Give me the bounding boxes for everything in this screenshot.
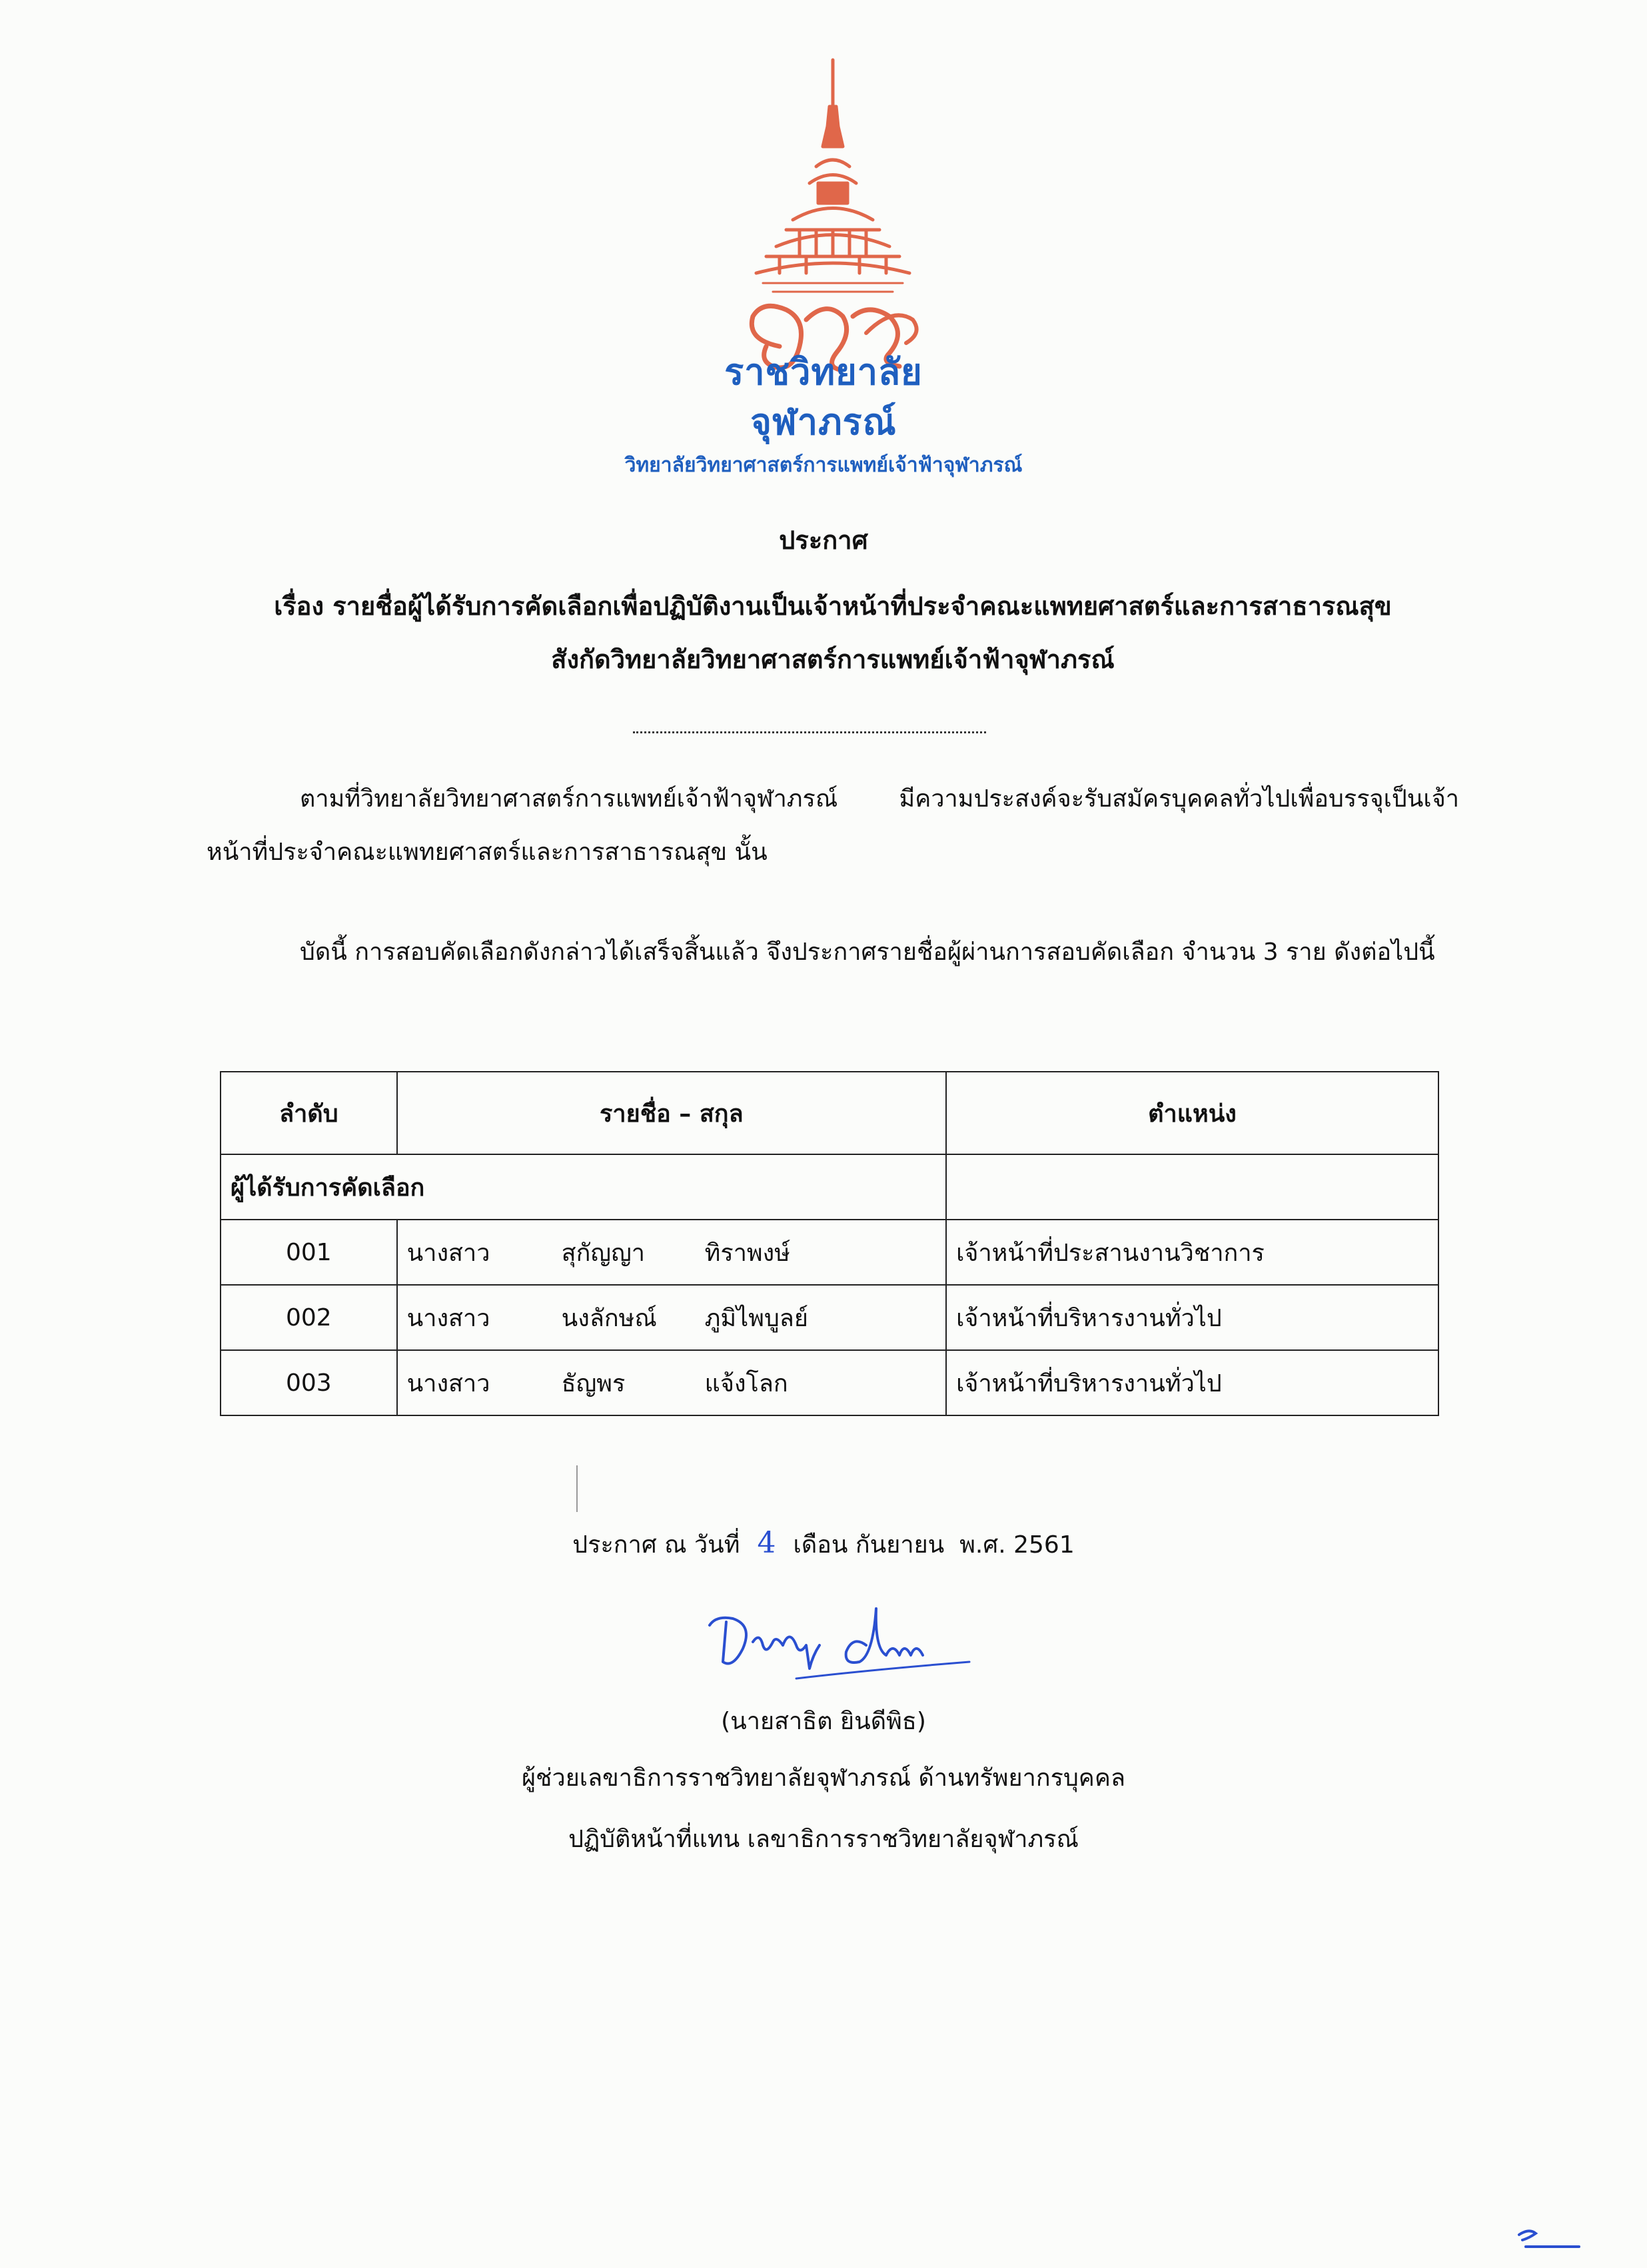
header-no: ลำดับ	[221, 1072, 397, 1154]
row-no: 001	[221, 1220, 397, 1285]
section-empty-cell	[946, 1154, 1438, 1220]
row-name	[397, 1350, 946, 1415]
row-position: เจ้าหน้าที่ประสานงานวิชาการ	[946, 1220, 1438, 1285]
row-no: 003	[221, 1350, 397, 1415]
announcement-heading: ประกาศ	[779, 526, 868, 555]
last-name: แจ้งโลก	[704, 1369, 788, 1397]
name-title: นางสาว	[406, 1304, 490, 1332]
org-name-line2: จุฬาภรณ์	[750, 401, 897, 443]
header-name: รายชื่อ – สกุล	[397, 1072, 946, 1154]
paragraph-1-text: ตามที่วิทยาลัยวิทยาศาสตร์การแพทย์เจ้าฟ้าจุฬาภรณ์ มีความประสงค์จะรับสมัครบุคคลทั่วไปเพื่อบรรจุเป็นเจ้าหน้าที่ประจำคณะแพทยศาสตร์และการสาธารณสุข นั้น	[207, 785, 1459, 866]
header-position: ตำแหน่ง	[946, 1072, 1438, 1154]
section-label: ผู้ได้รับการคัดเลือก	[221, 1154, 946, 1220]
name-title: นางสาว	[406, 1239, 490, 1267]
date-prefix: ประกาศ ณ วันที่	[572, 1531, 740, 1559]
signer-position-2: ปฏิบัติหน้าที่แทน เลขาธิการราชวิทยาลัยจุฬาภรณ์	[568, 1826, 1079, 1853]
dotted-divider	[633, 731, 986, 733]
body-paragraph-1	[207, 773, 1459, 879]
announcement-date	[0, 1525, 1647, 1563]
date-day-handwritten: 4	[757, 1526, 776, 1560]
table-header-row	[221, 1072, 1438, 1154]
table-row	[221, 1350, 1438, 1415]
paragraph-2-text: บัดนี้ การสอบคัดเลือกดังกล่าวได้เสร็จสิ้นแล้ว จึงประกาศรายชื่อผู้ผ่านการสอบคัดเลือก จำนวน 3 ราย ดังต่อไปนี้	[300, 939, 1435, 966]
subject-line1: เรื่อง รายชื่อผู้ได้รับการคัดเลือกเพื่อปฏิบัติงานเป็นเจ้าหน้าที่ประจำคณะแพทยศาสตร์และการสาธารณสุข	[274, 591, 1392, 621]
name-title: นางสาว	[406, 1369, 490, 1397]
last-name: ทิราพงษ์	[704, 1239, 790, 1267]
handwritten-signature	[696, 1595, 1003, 1695]
signer-name: (นายสาธิต ยินดีพิธ)	[721, 1708, 926, 1735]
announcement-subject	[193, 579, 1472, 686]
scan-artifact	[576, 1465, 578, 1512]
table-row	[221, 1285, 1438, 1350]
first-name: นงลักษณ์	[561, 1304, 657, 1332]
first-name: ธัญพร	[561, 1369, 626, 1397]
selected-candidates-table	[220, 1071, 1439, 1416]
table-row	[221, 1220, 1438, 1285]
row-name	[397, 1285, 946, 1350]
date-year: พ.ศ. 2561	[959, 1531, 1075, 1559]
body-paragraph-2	[207, 926, 1459, 979]
row-position: เจ้าหน้าที่บริหารงานทั่วไป	[946, 1285, 1438, 1350]
section-row	[221, 1154, 1438, 1220]
org-name-line1: ราชวิทยาลัย	[724, 351, 923, 393]
signer-position-1: ผู้ช่วยเลขาธิการราชวิทยาลัยจุฬาภรณ์ ด้านทรัพยากรบุคคล	[521, 1764, 1126, 1792]
initials-mark	[1512, 2221, 1586, 2251]
subject-line2: สังกัดวิทยาลัยวิทยาศาสตร์การแพทย์เจ้าฟ้าจุฬาภรณ์	[551, 645, 1115, 674]
org-subtitle: วิทยาลัยวิทยาศาสตร์การแพทย์เจ้าฟ้าจุฬาภรณ์	[624, 454, 1023, 477]
row-name	[397, 1220, 946, 1285]
date-month: เดือน กันยายน	[793, 1531, 945, 1559]
row-position: เจ้าหน้าที่บริหารงานทั่วไป	[946, 1350, 1438, 1415]
row-no: 002	[221, 1285, 397, 1350]
last-name: ภูมิไพบูลย์	[704, 1304, 808, 1332]
first-name: สุกัญญา	[561, 1239, 645, 1267]
